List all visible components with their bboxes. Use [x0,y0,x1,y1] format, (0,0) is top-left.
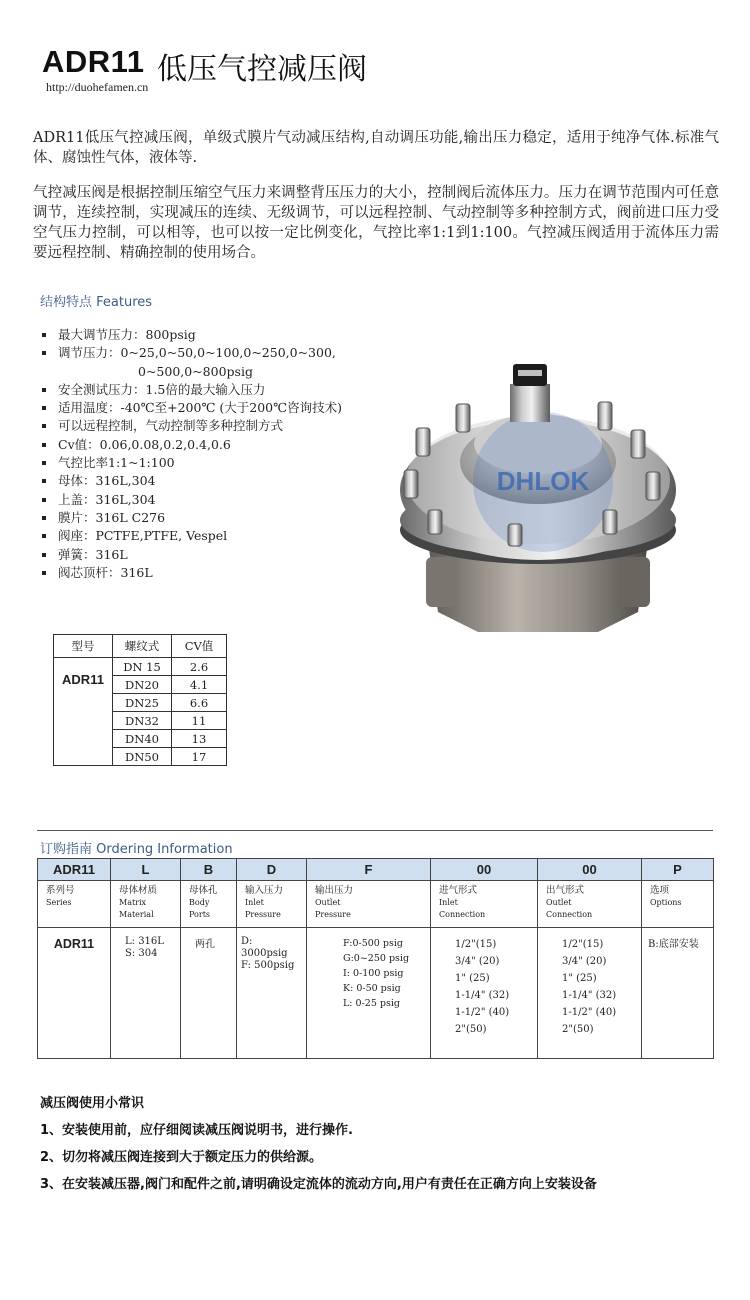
bullet-icon [42,553,46,557]
code-ports: B [181,859,237,881]
model-header: 型号 [54,635,113,658]
value-outlet-pressure: F:0-500 psig G:0~250 psig I: 0-100 psig K: 0-50 psig L: 0-25 psig [307,928,431,1059]
usage-tips [40,1090,597,1198]
bullet-icon [42,571,46,575]
feature-item: 调节压力：0~25,0~50,0~100,0~250,0~300, 0~500,0~800psig [40,344,380,381]
value-material: L: 316L S: 304 [111,928,181,1059]
feature-item: 最大调节压力：800psig [40,326,380,344]
section-divider [37,830,713,831]
title-model: ADR11 [42,44,145,79]
features-heading: 结构特点 Features [40,295,153,310]
label-material: 母体材质 Matrix Material [111,881,181,928]
bullet-icon [42,333,46,337]
value-series: ADR11 [38,928,111,1059]
value-ports: 两孔 [181,928,237,1059]
feature-item: 安全测试压力：1.5倍的最大输入压力 [40,381,380,399]
thread-cell: DN40 [113,730,172,748]
tip-item: 1、安装使用前，应仔细阅读减压阀说明书，进行操作. [40,1123,353,1138]
value-outlet-connection: 1/2"(15) 3/4" (20) 1" (25) 1-1/4" (32) 1-1/2" (40) 2"(50) [538,928,642,1059]
feature-item-continuation: 0~500,0~800psig [138,363,253,379]
value-options: B:底部安装 [642,928,714,1059]
model-cv-table [53,634,227,766]
cv-cell: 11 [172,712,227,730]
features-list [40,326,380,582]
label-series: 系列号 Series [38,881,111,928]
model-name-cell: ADR11 [54,658,113,766]
thread-header: 螺纹式 [113,635,172,658]
ordering-table-wrapper [37,858,713,1059]
label-options: 选项 Options [642,881,714,928]
tip-item: 2、切勿将减压阀连接到大于额定压力的供给源。 [40,1150,323,1165]
thread-cell: DN20 [113,676,172,694]
value-inlet-pressure: D: 3000psig F: 500psig [237,928,307,1059]
bullet-icon [42,406,46,410]
bullet-icon [42,498,46,502]
thread-cell: DN 15 [113,658,172,676]
feature-item: 可以远程控制，气动控制等多种控制方式 [40,417,380,435]
code-options: P [642,859,714,881]
bullet-icon [42,388,46,392]
feature-item: 母体：316L,304 [40,472,380,490]
intro-paragraph-1: ADR11低压气控减压阀，单级式膜片气动减压结构,自动调压功能,输出压力稳定，适用于纯净气体.标准气体、腐蚀性气体，液体等. [33,130,719,166]
bullet-icon [42,351,46,355]
intro-paragraph-2: 气控减压阀是根据控制压缩空气压力来调整背压压力的大小，控制阀后流体压力。压力在调节范围内可任意调节，连续控制，实现减压的连续、无级调节，可以远程控制、气动控制等多种控制方式，阀前进口压力受空气压力控制，可以相等，也可以按一定比例变化，气控比率1:1到1:100。气控减压阀适用于流体压力需要远程控制、精确控制的使用场合。 [33,185,719,261]
ordering-table [37,858,714,1059]
cv-cell: 2.6 [172,658,227,676]
label-inlet-pressure: 输入压力 Inlet Pressure [237,881,307,928]
thread-cell: DN25 [113,694,172,712]
watermark-logo: DHLOK [496,466,590,496]
feature-item: 阀芯顶杆：316L [40,564,380,582]
website-url[interactable]: http://duohefamen.cn [46,80,149,94]
product-photo-regulator [388,312,688,657]
feature-item: 适用温度：-40℃至+200℃ (大于200℃咨询技术) [40,399,380,417]
label-outlet-pressure: 输出压力 Outlet Pressure [307,881,431,928]
code-outlet-connection: 00 [538,859,642,881]
bullet-icon [42,534,46,538]
code-material: L [111,859,181,881]
code-inlet-pressure: D [237,859,307,881]
bullet-icon [42,443,46,447]
bullet-icon [42,516,46,520]
bullet-icon [42,479,46,483]
label-inlet-connection: 进气形式 Inlet Connection [431,881,538,928]
cv-cell: 13 [172,730,227,748]
bullet-icon [42,424,46,428]
feature-item: 弹簧：316L [40,546,380,564]
feature-item: 阀座：PCTFE,PTFE, Vespel [40,527,380,545]
tip-item: 3、在安装减压器,阀门和配件之前,请明确设定流体的流动方向,用户有责任在正确方向上安装设备 [40,1177,597,1192]
feature-item: 气控比率1:1~1:100 [40,454,380,472]
label-outlet-connection: 出气形式 Outlet Connection [538,881,642,928]
cv-cell: 6.6 [172,694,227,712]
thread-cell: DN32 [113,712,172,730]
feature-item: 上盖：316L,304 [40,491,380,509]
value-inlet-connection: 1/2"(15) 3/4" (20) 1" (25) 1-1/4" (32) 1-1/2" (40) 2"(50) [431,928,538,1059]
ordering-heading: 订购指南 Ordering Information [40,842,233,857]
feature-item: Cv值：0.06,0.08,0.2,0.4,0.6 [40,436,380,454]
bullet-icon [42,461,46,465]
cv-cell: 4.1 [172,676,227,694]
label-ports: 母体孔 Body Ports [181,881,237,928]
cv-cell: 17 [172,748,227,766]
feature-item: 膜片：316L C276 [40,509,380,527]
thread-cell: DN50 [113,748,172,766]
title-product-name: 低压气控减压阀 [157,52,367,87]
tips-heading: 减压阀使用小常识 [40,1096,145,1111]
code-inlet-connection: 00 [431,859,538,881]
code-series: ADR11 [38,859,111,881]
code-outlet-pressure: F [307,859,431,881]
cv-header: CV值 [172,635,227,658]
